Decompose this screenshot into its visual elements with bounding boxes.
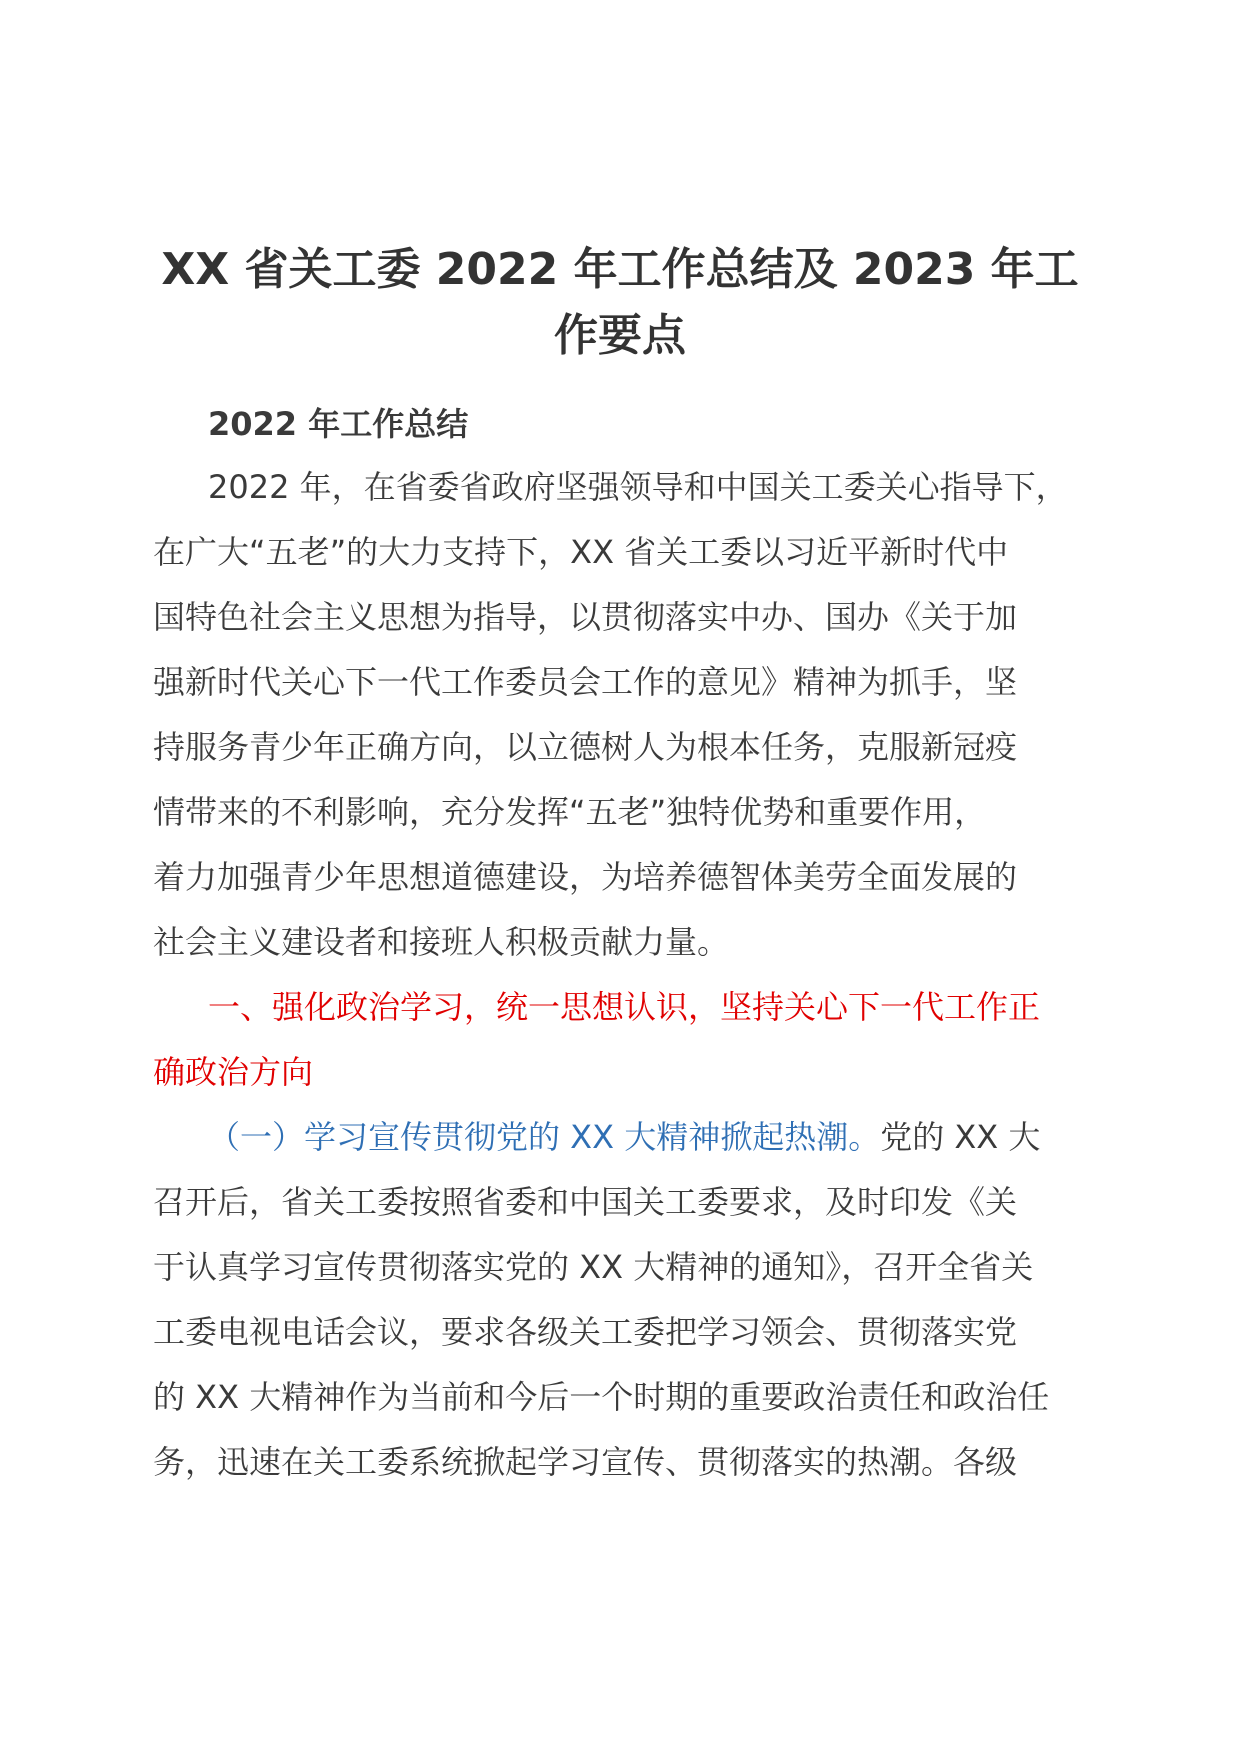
- document-title-line-1: XX 省关工委 2022 年工作总结及 2023 年工: [161, 244, 1079, 295]
- paragraph-line: 持服务青少年正确方向，以立德树人为根本任务，克服新冠疫: [153, 728, 1018, 766]
- heading-1-line-2: 确政治方向: [153, 1053, 314, 1091]
- paragraph-line: 情带来的不利影响，充分发挥“五老”独特优势和重要作用，: [153, 793, 987, 831]
- paragraph-line: 在广大“五老”的大力支持下，XX 省关工委以习近平新时代中: [153, 533, 1009, 571]
- paragraph-line: 2022 年，在省委省政府坚强领导和中国关工委关心指导下，: [208, 468, 1068, 506]
- subheading-title: （一）学习宣传贯彻党的 XX 大精神掀起热潮。: [208, 1118, 881, 1156]
- paragraph-line: 强新时代关心下一代工作委员会工作的意见》精神为抓手，坚: [153, 663, 1018, 701]
- paragraph-line: 务，迅速在关工委系统掀起学习宣传、贯彻落实的热潮。各级: [153, 1443, 1018, 1481]
- paragraph-line: 工委电视电话会议，要求各级关工委把学习领会、贯彻落实党: [153, 1313, 1018, 1351]
- document-title-line-2: 作要点: [554, 310, 686, 361]
- paragraph-line: 于认真学习宣传贯彻落实党的 XX 大精神的通知》，召开全省关: [153, 1248, 1034, 1286]
- paragraph-line: 社会主义建设者和接班人积极贡献力量。: [153, 923, 730, 961]
- paragraph-line: 国特色社会主义思想为指导，以贯彻落实中办、国办《关于加: [153, 598, 1018, 636]
- paragraph-line: 召开后，省关工委按照省委和中国关工委要求，及时印发《关: [153, 1183, 1018, 1221]
- subheading-body: 党的 XX 大: [880, 1118, 1041, 1156]
- paragraph-line: 的 XX 大精神作为当前和今后一个时期的重要政治责任和政治任: [153, 1378, 1050, 1416]
- paragraph-line: 着力加强青少年思想道德建设，为培养德智体美劳全面发展的: [153, 858, 1018, 896]
- subheading-line: [208, 1117, 1168, 1157]
- heading-1-line-1: 一、强化政治学习，统一思想认识，坚持关心下一代工作正: [208, 988, 1041, 1026]
- section-heading: 2022 年工作总结: [208, 405, 469, 443]
